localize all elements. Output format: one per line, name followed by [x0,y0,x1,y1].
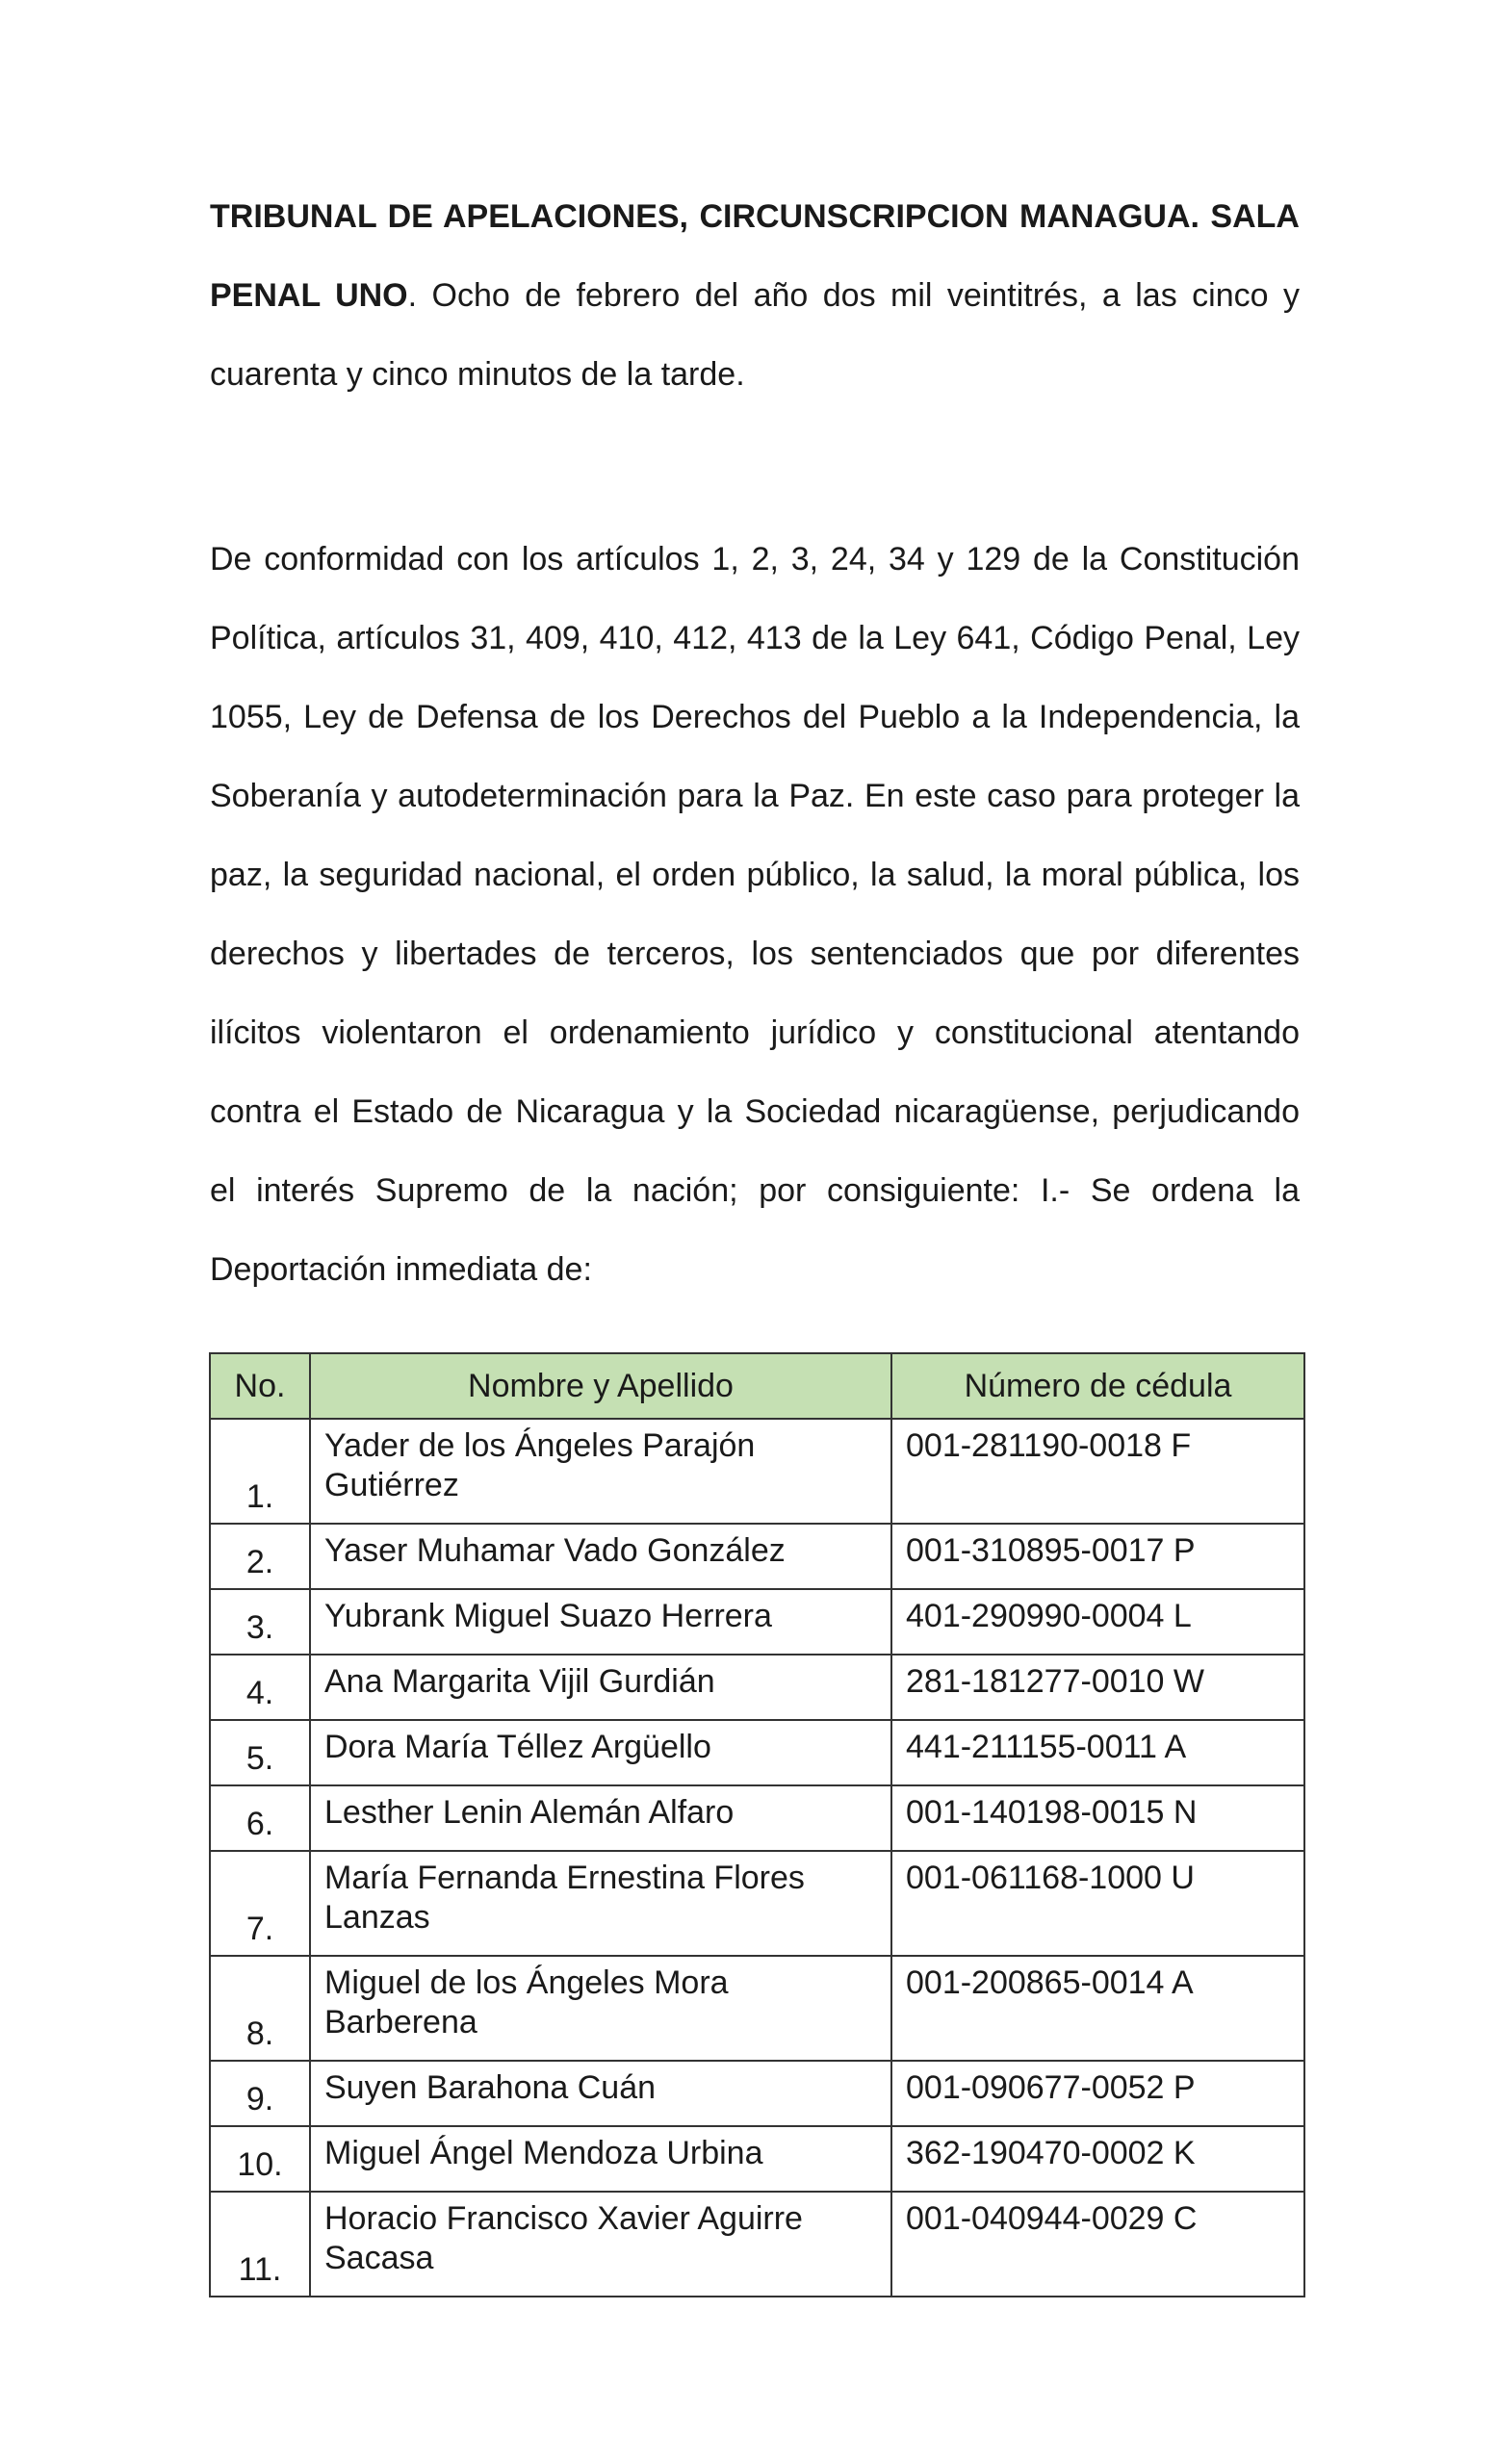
row-name: Miguel Ángel Mendoza Urbina [310,2126,891,2192]
row-number: 4. [210,1655,310,1720]
table-row [210,1419,1304,1524]
row-number: 9. [210,2061,310,2126]
row-name: Lesther Lenin Alemán Alfaro [310,1785,891,1851]
resolution-date: . Ocho de febrero del año dos mil veintitrés, a las cinco y cuarenta y cinco minutos de la tarde. [210,277,1300,393]
table-row [210,1589,1304,1655]
row-id-number: 001-090677-0052 P [891,2061,1304,2126]
row-id-number: 401-290990-0004 L [891,1589,1304,1655]
row-name: María Fernanda Ernestina Flores Lanzas [310,1851,891,1956]
table-row [210,1851,1304,1956]
row-number: 11. [210,2192,310,2297]
row-id-number: 281-181277-0010 W [891,1655,1304,1720]
row-number: 8. [210,1956,310,2061]
row-name: Suyen Barahona Cuán [310,2061,891,2126]
deportation-table-wrapper [209,1352,1303,2297]
table-row [210,1655,1304,1720]
resolution-heading [210,177,1300,414]
row-number: 1. [210,1419,310,1524]
row-name: Yaser Muhamar Vado González [310,1524,891,1589]
row-id-number: 001-200865-0014 A [891,1956,1304,2061]
table-row [210,1956,1304,2061]
chamber-name: SALA PENAL UNO [210,198,1300,314]
row-id-number: 001-281190-0018 F [891,1419,1304,1524]
row-number: 6. [210,1785,310,1851]
row-id-number: 001-061168-1000 U [891,1851,1304,1956]
row-id-number: 362-190470-0002 K [891,2126,1304,2192]
table-row [210,2061,1304,2126]
table-row [210,1524,1304,1589]
table-row [210,2192,1304,2297]
table-row [210,1720,1304,1785]
header-id-number: Número de cédula [891,1353,1304,1419]
row-id-number: 001-310895-0017 P [891,1524,1304,1589]
row-name: Miguel de los Ángeles Mora Barberena [310,1956,891,2061]
court-name: TRIBUNAL DE APELACIONES, CIRCUNSCRIPCION MANAGUA. [210,198,1199,235]
header-name: Nombre y Apellido [310,1353,891,1419]
row-number: 5. [210,1720,310,1785]
row-id-number: 001-040944-0029 C [891,2192,1304,2297]
row-name: Yubrank Miguel Suazo Herrera [310,1589,891,1655]
resolution-paragraph: De conformidad con los artículos 1, 2, 3, 24, 34 y 129 de la Constitución Política, artículos 31, 409, 410, 412, 413 de la Ley 641, Código Penal, Ley 1055, Ley de Defensa de los Derechos del Pueblo a la Independencia, la Soberanía y autodeterminación para la Paz. En este caso para proteger la paz, la seguridad nacional, el orden público, la salud, la moral pública, los derechos y libertades de terceros, los sentenciados que por diferentes ilícitos violentaron el ordenamiento jurídico y constitucional atentando contra el Estado de Nicaragua y la Sociedad nicaragüense, perjudicando el interés Supremo de la nación; por consiguiente: I.- Se ordena la Deportación inmediata de: [210,541,1300,1288]
row-name: Dora María Téllez Argüello [310,1720,891,1785]
row-id-number: 001-140198-0015 N [891,1785,1304,1851]
table-row [210,1785,1304,1851]
table-header-row [210,1353,1304,1419]
row-name: Yader de los Ángeles Parajón Gutiérrez [310,1419,891,1524]
row-name: Ana Margarita Vijil Gurdián [310,1655,891,1720]
row-name: Horacio Francisco Xavier Aguirre Sacasa [310,2192,891,2297]
row-number: 2. [210,1524,310,1589]
row-number: 3. [210,1589,310,1655]
row-id-number: 441-211155-0011 A [891,1720,1304,1785]
row-number: 7. [210,1851,310,1956]
deportation-table [209,1352,1305,2297]
row-number: 10. [210,2126,310,2192]
header-number: No. [210,1353,310,1419]
table-row [210,2126,1304,2192]
